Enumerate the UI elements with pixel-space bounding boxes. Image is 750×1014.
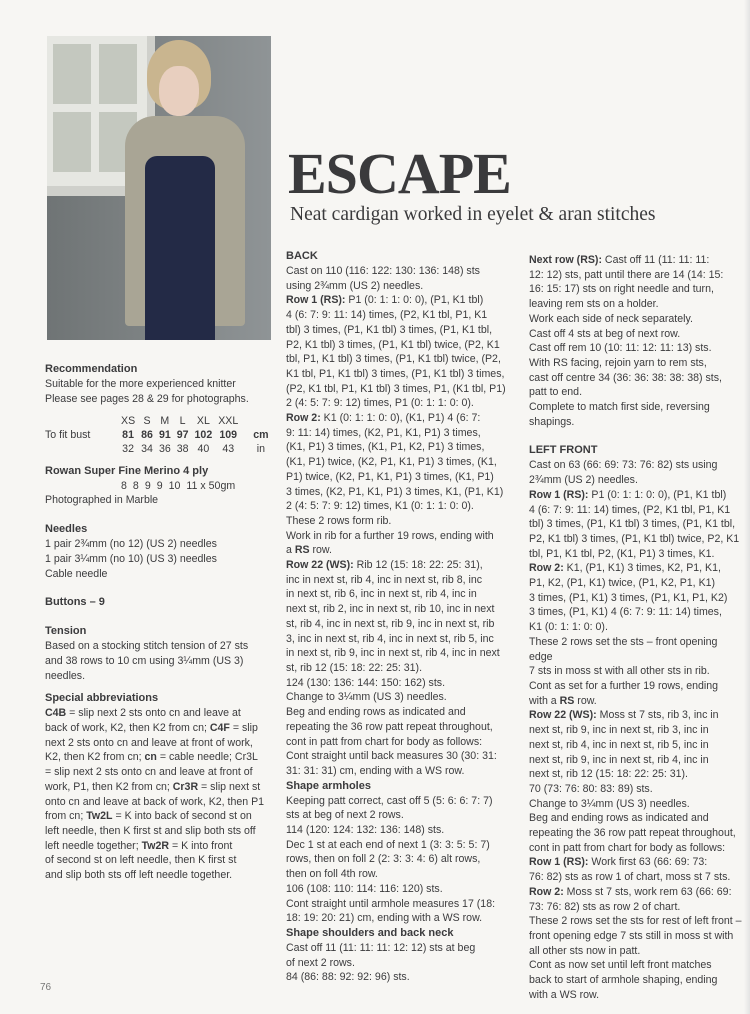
instruction-line: left needle together; Tw2R = K into front bbox=[45, 839, 233, 852]
instruction-line: Cont straight until armhole measures 17 (18: bbox=[286, 897, 496, 910]
instruction-line: back of work, K2, then K2 from cn; C4F = slip bbox=[45, 722, 258, 735]
instruction-line: 4 (6: 7: 9: 11: 14) times, (P2, K1 tbl, P1, K1 bbox=[529, 503, 731, 516]
instruction-line: Row 1 (RS): P1 (0: 1: 1: 0: 0), (P1, K1 tbl) bbox=[286, 294, 484, 307]
page-number: 76 bbox=[40, 982, 52, 993]
instruction-line: all other sts now in patt. bbox=[529, 944, 641, 957]
instruction-line: front opening edge 7 sts still in moss st with bbox=[529, 929, 734, 942]
instruction-line: 106 (108: 110: 114: 116: 120) sts. bbox=[286, 882, 443, 895]
instruction-line: a RS row. bbox=[286, 544, 332, 557]
unit-cm: cm bbox=[253, 429, 269, 442]
abbreviations-list bbox=[45, 706, 280, 882]
instruction-line: from cn; Tw2L = K into back of second st on bbox=[45, 810, 252, 823]
instruction-line: patt to end. bbox=[529, 386, 583, 399]
needles-line: 1 pair 2¾mm (no 12) (US 2) needles bbox=[45, 538, 217, 551]
instruction-line: cast off centre 34 (36: 36: 38: 38: 38) sts, bbox=[529, 371, 722, 384]
instruction-line: Work each side of neck separately. bbox=[529, 312, 693, 325]
yarn-photo-note: Photographed in Marble bbox=[45, 494, 159, 507]
tension-line: Based on a stocking stitch tension of 27 sts bbox=[45, 640, 249, 653]
instruction-line: Row 22 (WS): Rib 12 (15: 18: 22: 25: 31), bbox=[286, 559, 483, 572]
instruction-line: next st, rib 9, inc in next st, rib 4, inc in bbox=[529, 753, 709, 766]
bust-in: 38 bbox=[176, 443, 189, 456]
bust-in: 40 bbox=[197, 443, 210, 456]
instruction-line: Keeping patt correct, cast off 5 (5: 6: 6: 7: 7) bbox=[286, 794, 493, 807]
instruction-line: (K1, P1) 3 times, (K1, P1, K2, P1) 3 times, bbox=[286, 441, 485, 454]
bust-cm: 81 bbox=[122, 429, 134, 442]
instruction-line: Change to 3¼mm (US 3) needles. bbox=[529, 797, 690, 810]
yarn-count: 10 bbox=[168, 480, 181, 493]
instruction-line: tbl) 3 times, (P1, K1 tbl) 3 times, (P1, K1 tbl, bbox=[286, 323, 493, 336]
instruction-line: inc in next st, rib 4, inc in next st, rib 8, inc bbox=[286, 573, 483, 586]
instruction-line: next st, rib 2, inc in next st, rib 10, inc in next bbox=[286, 603, 495, 616]
yarn-table bbox=[45, 479, 238, 493]
instruction-line: tbl, P1, K1 tbl) 3 times, (P1, K1 tbl) twice, (P2, bbox=[286, 353, 501, 366]
to-fit-bust-label: To fit bust bbox=[45, 429, 91, 442]
instruction-line: of next 2 rows. bbox=[286, 956, 355, 969]
instruction-line: K1 tbl, P1, K1 tbl) 3 times, (P1, K1 tbl) 3 times, bbox=[286, 367, 505, 380]
size-name: M bbox=[160, 415, 170, 428]
instruction-line: Row 22 (WS): Moss st 7 sts, rib 3, inc in bbox=[529, 709, 719, 722]
instruction-line: Row 1 (RS): Work first 63 (66: 69: 73: bbox=[529, 856, 708, 869]
yarn-count: 11 bbox=[186, 480, 198, 493]
recommendation-text: Suitable for the more experienced knitter bbox=[45, 378, 236, 390]
left-front-heading: LEFT FRONT bbox=[529, 444, 598, 457]
instruction-line: Beg and ending rows as indicated and bbox=[529, 812, 709, 825]
instruction-line: st, rib 12 (15: 18: 22: 25: 31). bbox=[286, 661, 423, 674]
instruction-line: in next st, rib 6, inc in next st, rib 4, inc in bbox=[286, 588, 477, 601]
instruction-line: cont in patt from chart for body as follows: bbox=[529, 841, 726, 854]
instruction-line: 76: 82) sts as row 1 of chart, moss st 7 sts. bbox=[529, 871, 731, 884]
instruction-line: Change to 3¼mm (US 3) needles. bbox=[286, 691, 447, 704]
tension-line: needles. bbox=[45, 669, 86, 682]
instruction-line: Beg and ending rows as indicated and bbox=[286, 706, 466, 719]
armhole-instructions bbox=[286, 794, 518, 926]
instruction-line: Cast on 110 (116: 122: 130: 136: 148) sts bbox=[286, 265, 480, 277]
abbreviations-heading: Special abbreviations bbox=[45, 692, 159, 705]
pattern-subtitle: Neat cardigan worked in eyelet & aran stitches bbox=[290, 204, 656, 225]
tension-line: and 38 rows to 10 cm using 3¼mm (US 3) bbox=[45, 654, 244, 667]
instruction-line: Dec 1 st at each end of next 1 (3: 3: 5: 5: 7) bbox=[286, 838, 490, 851]
instruction-line: Cont as now set until left front matches bbox=[529, 959, 712, 972]
photo-face bbox=[159, 66, 199, 116]
instruction-line: leaving rem sts on a holder. bbox=[529, 298, 659, 311]
instruction-line: K2, then K2 from cn; cn = cable needle; Cr3L bbox=[45, 751, 258, 764]
size-name: L bbox=[179, 415, 186, 428]
instruction-line: P2, K1 tbl) 3 times, (P1, K1 tbl) twice, (P2, K1 bbox=[286, 338, 500, 351]
instruction-line: These 2 rows set the sts – front opening edge bbox=[529, 635, 718, 663]
size-name: XS bbox=[121, 415, 136, 428]
shape-shoulders-heading: Shape shoulders and back neck bbox=[286, 926, 454, 939]
yarn-unit: x 50gm bbox=[200, 480, 236, 493]
back-neck-instructions bbox=[529, 253, 743, 429]
instruction-line: using 2¾mm (US 2) needles. bbox=[286, 279, 424, 292]
instruction-line: next 2 sts onto cn and leave at front of work, bbox=[45, 736, 253, 749]
page-edge bbox=[744, 0, 750, 1014]
instruction-line: Row 2: K1 (0: 1: 1: 0: 0), (K1, P1) 4 (6: 7: bbox=[286, 412, 481, 425]
instruction-line: 114 (120: 124: 132: 136: 148) sts. bbox=[286, 824, 445, 837]
bust-in: 36 bbox=[158, 443, 171, 456]
size-name: S bbox=[143, 415, 151, 428]
instruction-line: with a RS row. bbox=[529, 694, 597, 707]
instruction-line: 16: 15: 17) sts on right needle and turn, bbox=[529, 283, 714, 296]
instruction-line: repeating the 36 row patt repeat throughout, bbox=[286, 720, 493, 733]
instruction-line: repeating the 36 row patt repeat throughout, bbox=[529, 827, 736, 840]
yarn-count: 9 bbox=[156, 480, 163, 493]
instruction-line: Work in rib for a further 19 rows, ending with bbox=[286, 529, 494, 542]
bust-cm: 86 bbox=[141, 429, 153, 442]
instruction-line: = slip next 2 sts onto cn and leave at front of bbox=[45, 766, 253, 779]
instruction-line: Cont straight until back measures 30 (30: 31: bbox=[286, 750, 497, 763]
instruction-line: 7 sts in moss st with all other sts in rib. bbox=[529, 665, 710, 678]
size-name: XXL bbox=[218, 415, 239, 428]
instruction-line: then on foll 4th row. bbox=[286, 868, 378, 881]
instruction-line: 3, inc in next st, rib 4, inc in next st, rib 5, inc bbox=[286, 632, 494, 645]
left-front-instructions bbox=[529, 458, 743, 1002]
instruction-line: shapings. bbox=[529, 415, 575, 428]
instruction-line: tbl) 3 times, (P1, K1 tbl) 3 times, (P1, K1 tbl, bbox=[529, 518, 736, 531]
bust-cm: 97 bbox=[176, 429, 189, 442]
bust-cm: 109 bbox=[219, 429, 238, 442]
bust-cm: 91 bbox=[158, 429, 171, 442]
instruction-line: 31: 31: 31) cm, ending with a WS row. bbox=[286, 764, 465, 777]
instruction-line: These 2 rows set the sts for rest of left front – bbox=[529, 915, 742, 928]
size-table bbox=[45, 414, 272, 456]
instruction-line: 2¾mm (US 2) needles. bbox=[529, 474, 638, 487]
instruction-line: Cast on 63 (66: 69: 73: 76: 82) sts using bbox=[529, 459, 718, 472]
yarn-heading: Rowan Super Fine Merino 4 ply bbox=[45, 465, 209, 478]
instruction-line: Cont as set for a further 19 rows, ending bbox=[529, 679, 719, 692]
instruction-line: C4B = slip next 2 sts onto cn and leave at bbox=[45, 707, 241, 720]
instruction-line: Cast off 4 sts at beg of next row. bbox=[529, 327, 681, 340]
instruction-line: (K1, P1) twice, (K2, P1, K1, P1) 3 times, (K1, bbox=[286, 456, 497, 469]
instruction-line: 73: 76: 82) sts as row 2 of chart. bbox=[529, 900, 681, 913]
shoulder-instructions bbox=[286, 941, 518, 985]
recommendation-text: Please see pages 28 & 29 for photographs. bbox=[45, 392, 249, 405]
instruction-line: 3 times, (P1, K1) 3 times, (P1, K1, P1, K2) bbox=[529, 591, 728, 604]
instruction-line: left needle, then K first st and slip both sts off bbox=[45, 824, 256, 837]
size-name: XL bbox=[196, 415, 210, 428]
instruction-line: of second st on left needle, then K first st bbox=[45, 854, 237, 867]
instruction-line: 3 times, (P1, K1) 4 (6: 7: 9: 11: 14) times, bbox=[529, 606, 722, 619]
instruction-line: (P2, K1 tbl, P1, K1 tbl) 3 times, P1, (K1 tbl, P1) bbox=[286, 382, 506, 395]
left-column bbox=[45, 362, 280, 883]
instruction-line: 4 (6: 7: 9: 11: 14) times, (P2, K1 tbl, P1, K1 bbox=[286, 309, 488, 322]
instruction-line: 70 (73: 76: 80: 83: 89) sts. bbox=[529, 782, 653, 795]
instruction-line: 124 (130: 136: 144: 150: 162) sts. bbox=[286, 676, 446, 689]
yarn-count: 8 bbox=[121, 480, 127, 493]
instruction-line: Complete to match first side, reversing bbox=[529, 401, 710, 414]
needles-line: Cable needle bbox=[45, 567, 108, 580]
middle-column bbox=[286, 249, 518, 985]
instruction-line: 84 (86: 88: 92: 92: 96) sts. bbox=[286, 971, 410, 984]
shape-armholes-heading: Shape armholes bbox=[286, 779, 371, 792]
instruction-line: 12: 12) sts, patt until there are 14 (14: 15: bbox=[529, 268, 724, 281]
pattern-title: ESCAPE bbox=[288, 141, 511, 206]
instruction-line: 2 (4: 5: 7: 9: 12) times, P1 (0: 1: 1: 0: 0). bbox=[286, 397, 474, 410]
instruction-line: Row 2: K1, (P1, K1) 3 times, K2, P1, K1, bbox=[529, 562, 721, 575]
unit-in: in bbox=[256, 443, 266, 456]
instruction-line: next st, rib 9, inc in next st, rib 3, inc in bbox=[529, 724, 709, 737]
bust-in: 34 bbox=[141, 443, 153, 456]
instruction-line: P1, K2, (P1, K1) twice, (P1, K2, P1, K1) bbox=[529, 577, 716, 590]
recommendation-heading: Recommendation bbox=[45, 363, 138, 375]
back-heading: BACK bbox=[286, 250, 318, 262]
instruction-line: Cast off rem 10 (10: 11: 12: 11: 13) sts. bbox=[529, 342, 712, 355]
instruction-line: P1) twice, (K2, P1, K1, P1) 3 times, (K1, P1) bbox=[286, 470, 494, 483]
instruction-line: 9: 11: 14) times, (K2, P1, K1, P1) 3 times, bbox=[286, 426, 481, 439]
instruction-line: rows, then on foll 2 (2: 3: 3: 4: 6) alt rows, bbox=[286, 853, 481, 866]
buttons-line: Buttons – 9 bbox=[45, 596, 105, 609]
instruction-line: With RS facing, rejoin yarn to rem sts, bbox=[529, 356, 707, 369]
instruction-line: cont in patt from chart for body as follows: bbox=[286, 735, 483, 748]
instruction-line: next st, rib 4, inc in next st, rib 5, inc in bbox=[529, 738, 709, 751]
instruction-line: Row 1 (RS): P1 (0: 1: 1: 0: 0), (P1, K1 tbl) bbox=[529, 488, 727, 501]
instruction-line: and slip both sts off left needle together. bbox=[45, 869, 233, 882]
bust-in: 32 bbox=[122, 443, 134, 456]
instruction-line: 2 (4: 5: 7: 9: 12) times, K1 (0: 1: 1: 0: 0). bbox=[286, 500, 474, 513]
instruction-line: onto cn and leave at back of work, K2, then P1 bbox=[45, 795, 265, 808]
instruction-line: work, P1, then K2 from cn; Cr3R = slip next st bbox=[45, 780, 261, 793]
instruction-line: Next row (RS): Cast off 11 (11: 11: 11: bbox=[529, 254, 710, 266]
instruction-line: K1 (0: 1: 1: 0: 0). bbox=[529, 621, 608, 634]
instruction-line: in next st, rib 9, inc in next st, rib 4, inc in next bbox=[286, 647, 500, 660]
instruction-line: st, rib 4, inc in next st, rib 9, inc in next st, rib bbox=[286, 617, 495, 630]
tension-heading: Tension bbox=[45, 625, 87, 638]
needles-line: 1 pair 3¼mm (no 10) (US 3) needles bbox=[45, 552, 217, 565]
instruction-line: tbl, P1, K1 tbl, P2, (K1, P1) 3 times, K1. bbox=[529, 547, 715, 560]
right-column bbox=[529, 253, 743, 1002]
instruction-line: sts at beg of next 2 rows. bbox=[286, 809, 404, 822]
back-instructions bbox=[286, 264, 518, 779]
bust-cm: 102 bbox=[194, 429, 213, 442]
instruction-line: 18: 19: 20: 21) cm, ending with a WS row. bbox=[286, 912, 483, 925]
instruction-line: next st, rib 12 (15: 18: 22: 25: 31). bbox=[529, 768, 688, 781]
yarn-count: 8 bbox=[132, 480, 139, 493]
instruction-line: Row 2: Moss st 7 sts, work rem 63 (66: 69: bbox=[529, 885, 732, 898]
instruction-line: P2, K1 tbl) 3 times, (P1, K1 tbl) twice, P2, K1 bbox=[529, 532, 740, 545]
instruction-line: Cast off 11 (11: 11: 11: 12: 12) sts at beg bbox=[286, 941, 476, 954]
instruction-line: These 2 rows form rib. bbox=[286, 514, 392, 527]
instruction-line: with a WS row. bbox=[529, 988, 600, 1001]
model-photo bbox=[47, 36, 271, 340]
instruction-line: 3 times, (K2, P1, K1, P1) 3 times, K1, (P1, K1) bbox=[286, 485, 504, 498]
instruction-line: back to start of armhole shaping, ending bbox=[529, 974, 718, 987]
bust-in: 43 bbox=[222, 443, 235, 456]
photo-dress bbox=[145, 156, 215, 340]
needles-heading: Needles bbox=[45, 523, 88, 536]
yarn-count: 9 bbox=[144, 480, 151, 493]
